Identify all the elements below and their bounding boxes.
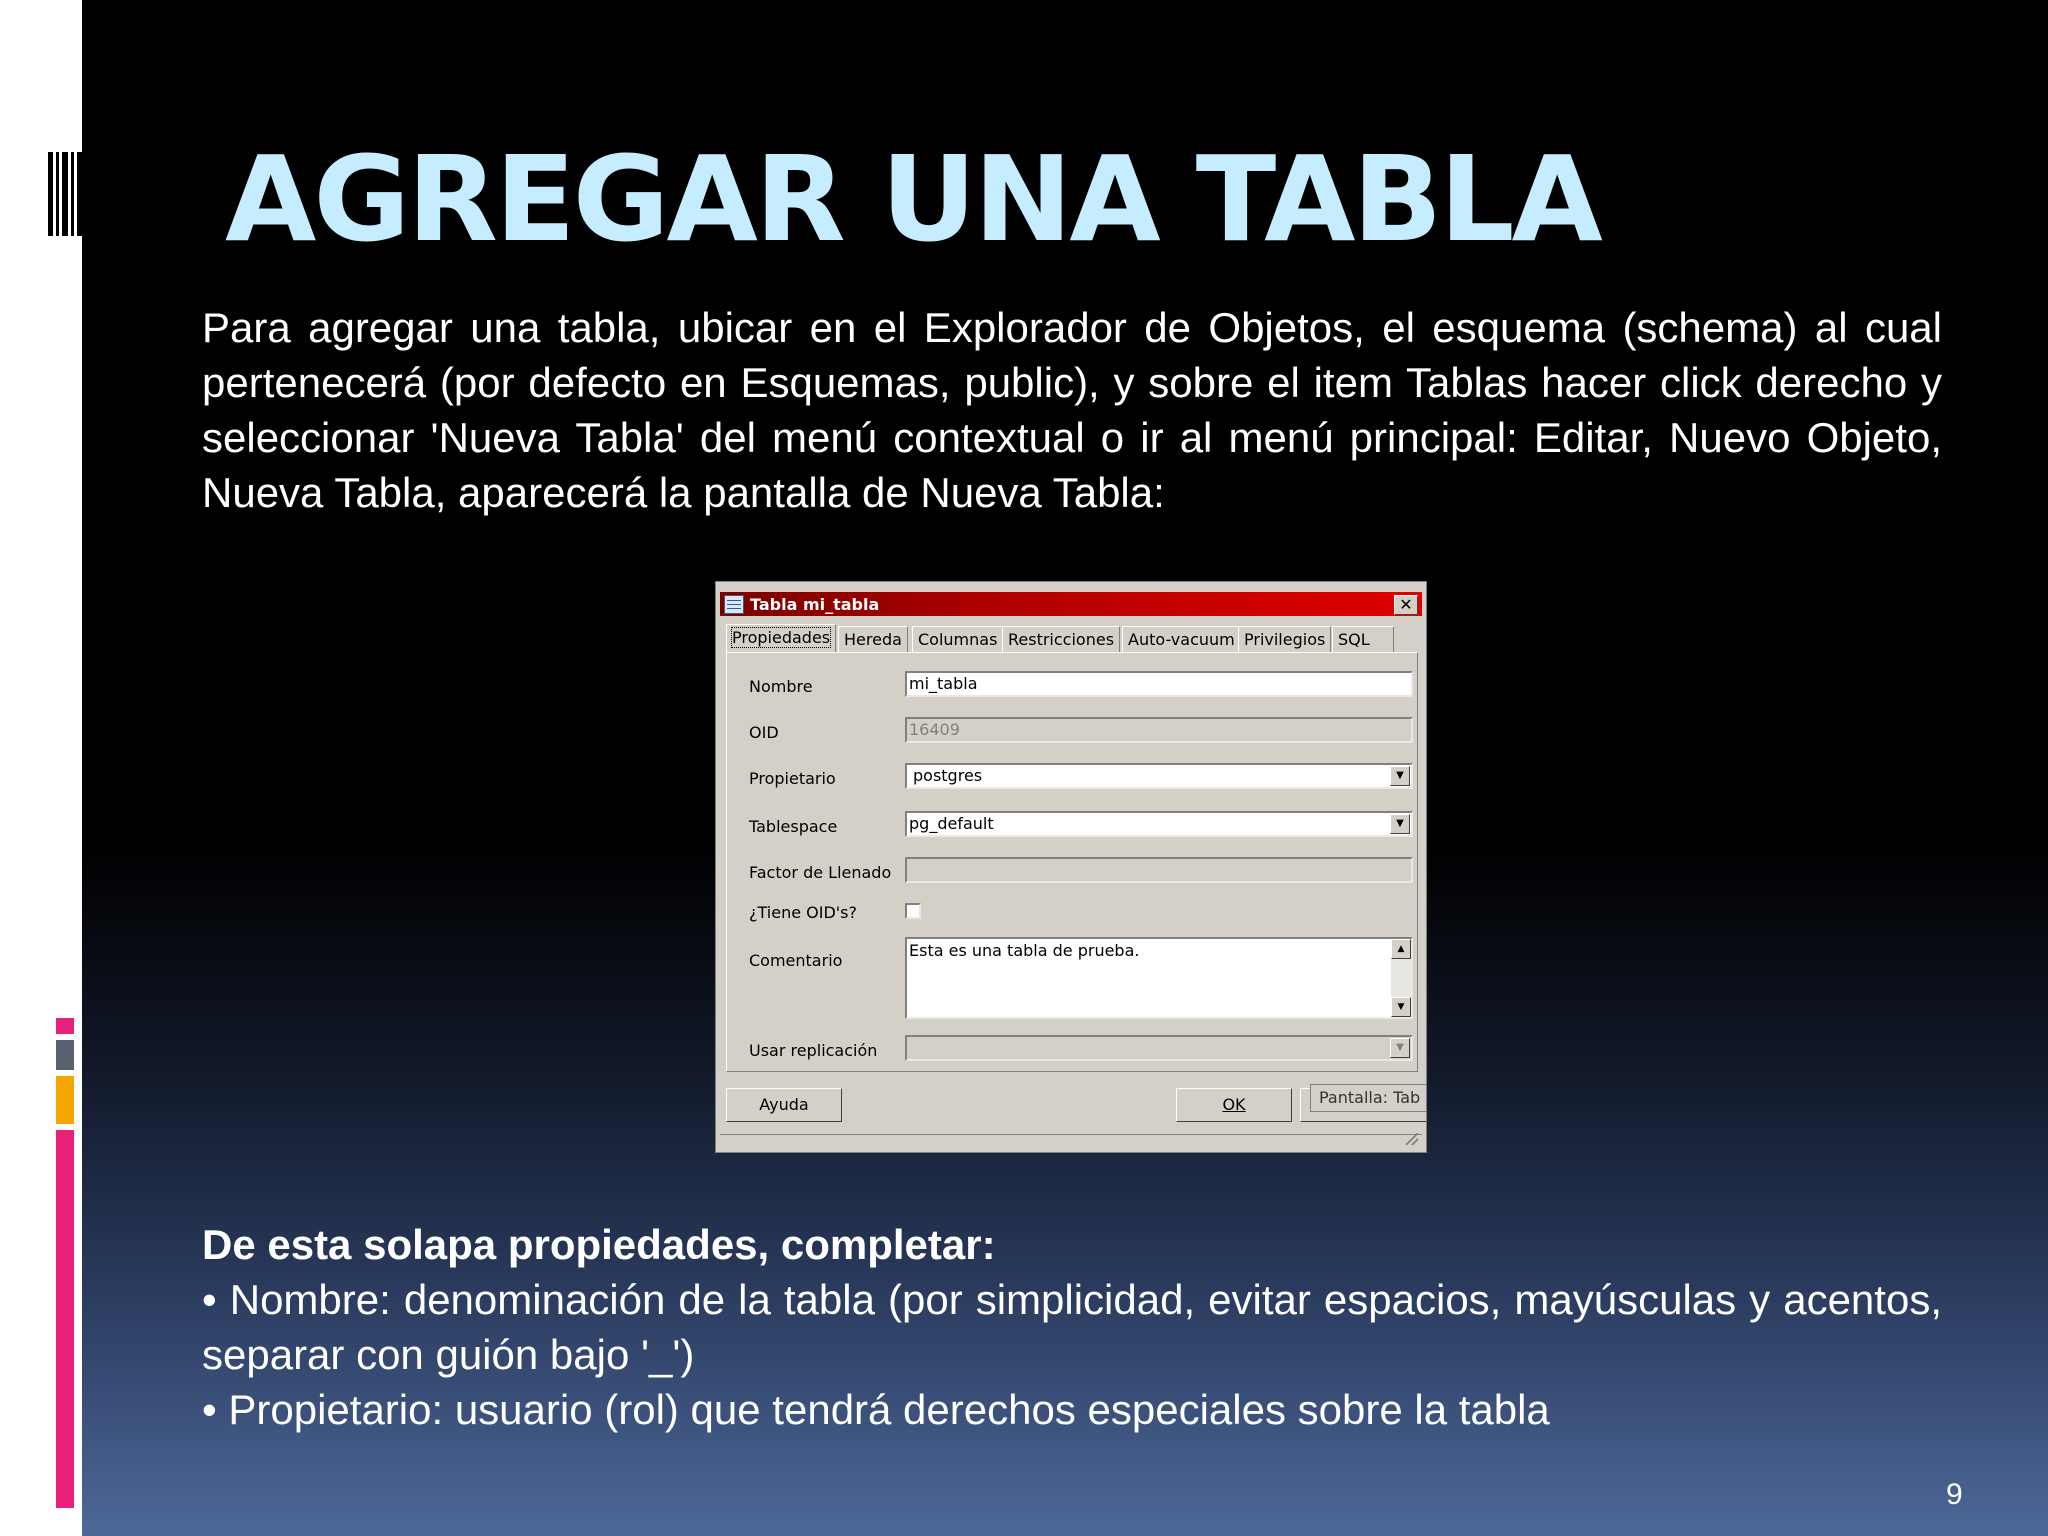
comentario-textarea[interactable] (905, 937, 1413, 1019)
dialog-title: Tabla mi_tabla (750, 595, 880, 614)
dialog-titlebar (720, 592, 1422, 616)
tooltip: Pantalla: Tab (1310, 1084, 1426, 1112)
tab-privilegios[interactable]: Privilegios (1238, 626, 1331, 653)
oids-checkbox[interactable] (905, 903, 921, 919)
tablespace-value: pg_default (909, 814, 994, 833)
nombre-label: Nombre (749, 677, 813, 696)
propietario-value: postgres (913, 766, 983, 785)
scroll-down-icon[interactable]: ▼ (1391, 997, 1411, 1017)
tab-restricciones[interactable]: Restricciones (1002, 626, 1120, 653)
slide-title: AGREGAR UNA TABLA (225, 130, 1600, 268)
factor-label: Factor de Llenado (749, 863, 892, 882)
comentario-value: Esta es una tabla de prueba. (909, 941, 1140, 960)
oid-field: 16409 (905, 717, 1413, 743)
factor-field (905, 857, 1413, 883)
table-dialog-screenshot (716, 582, 1426, 1152)
tab-auto-vacuum[interactable]: Auto-vacuum (1122, 626, 1241, 653)
tab-propiedades[interactable]: Propiedades (726, 624, 836, 653)
properties-panel (726, 652, 1418, 1072)
help-button-label: Ayuda (759, 1095, 809, 1114)
replicacion-select (905, 1035, 1413, 1061)
nombre-input[interactable]: mi_tabla (905, 671, 1413, 697)
propietario-label: Propietario (749, 769, 836, 788)
help-button[interactable] (726, 1088, 842, 1122)
tablespace-select[interactable] (905, 811, 1413, 837)
comentario-scrollbar[interactable] (1391, 939, 1411, 1017)
chevron-down-icon[interactable]: ▼ (1390, 814, 1410, 834)
ok-button[interactable] (1176, 1088, 1292, 1122)
intro-paragraph: Para agregar una tabla, ubicar en el Explorador de Objetos, el esquema (schema) al cual pertenecerá (por defecto en Esquemas, public), y sobre el item Tablas hacer click derecho y seleccionar 'Nueva Tabla' del menú contextual o ir al menú principal: Editar, Nuevo Objeto, Nueva Tabla, aparecerá la pantalla de Nueva Tabla: (202, 304, 1942, 516)
oid-label: OID (749, 723, 779, 742)
bullet-propietario: • Propietario: usuario (rol) que tendrá derechos especiales sobre la tabla (202, 1386, 1550, 1433)
status-bar (720, 1134, 1422, 1149)
ok-button-label: OK (1222, 1095, 1246, 1114)
accent-bar-pink-small (56, 1018, 74, 1034)
page-number: 9 (1946, 1478, 1963, 1511)
chevron-down-icon[interactable]: ▼ (1390, 766, 1410, 786)
comentario-label: Comentario (749, 951, 843, 970)
scroll-up-icon[interactable]: ▲ (1391, 939, 1411, 959)
oids-label: ¿Tiene OID's? (749, 903, 857, 922)
resize-grip-icon[interactable] (1406, 1133, 1418, 1145)
tab-sql[interactable]: SQL (1332, 626, 1394, 653)
tablespace-label: Tablespace (749, 817, 838, 836)
table-icon (724, 595, 744, 614)
tab-columnas[interactable]: Columnas (912, 626, 1003, 653)
accent-bar-gray (56, 1040, 74, 1070)
close-icon[interactable]: ✕ (1394, 595, 1418, 615)
tab-hereda[interactable]: Hereda (838, 626, 908, 653)
accent-bar-orange (56, 1076, 74, 1124)
barcode-decoration (48, 152, 82, 236)
subheading: De esta solapa propiedades, completar: (202, 1221, 996, 1268)
bullet-nombre: • Nombre: denominación de la tabla (por simplicidad, evitar espacios, mayúsculas y acentos, separar con guión bajo '_') (202, 1276, 1942, 1378)
propietario-select[interactable] (905, 763, 1413, 789)
replicacion-label: Usar replicación (749, 1041, 878, 1060)
instructions-section (202, 1217, 1942, 1437)
chevron-down-icon: ▼ (1390, 1038, 1410, 1058)
accent-bar-pink (56, 1130, 74, 1508)
